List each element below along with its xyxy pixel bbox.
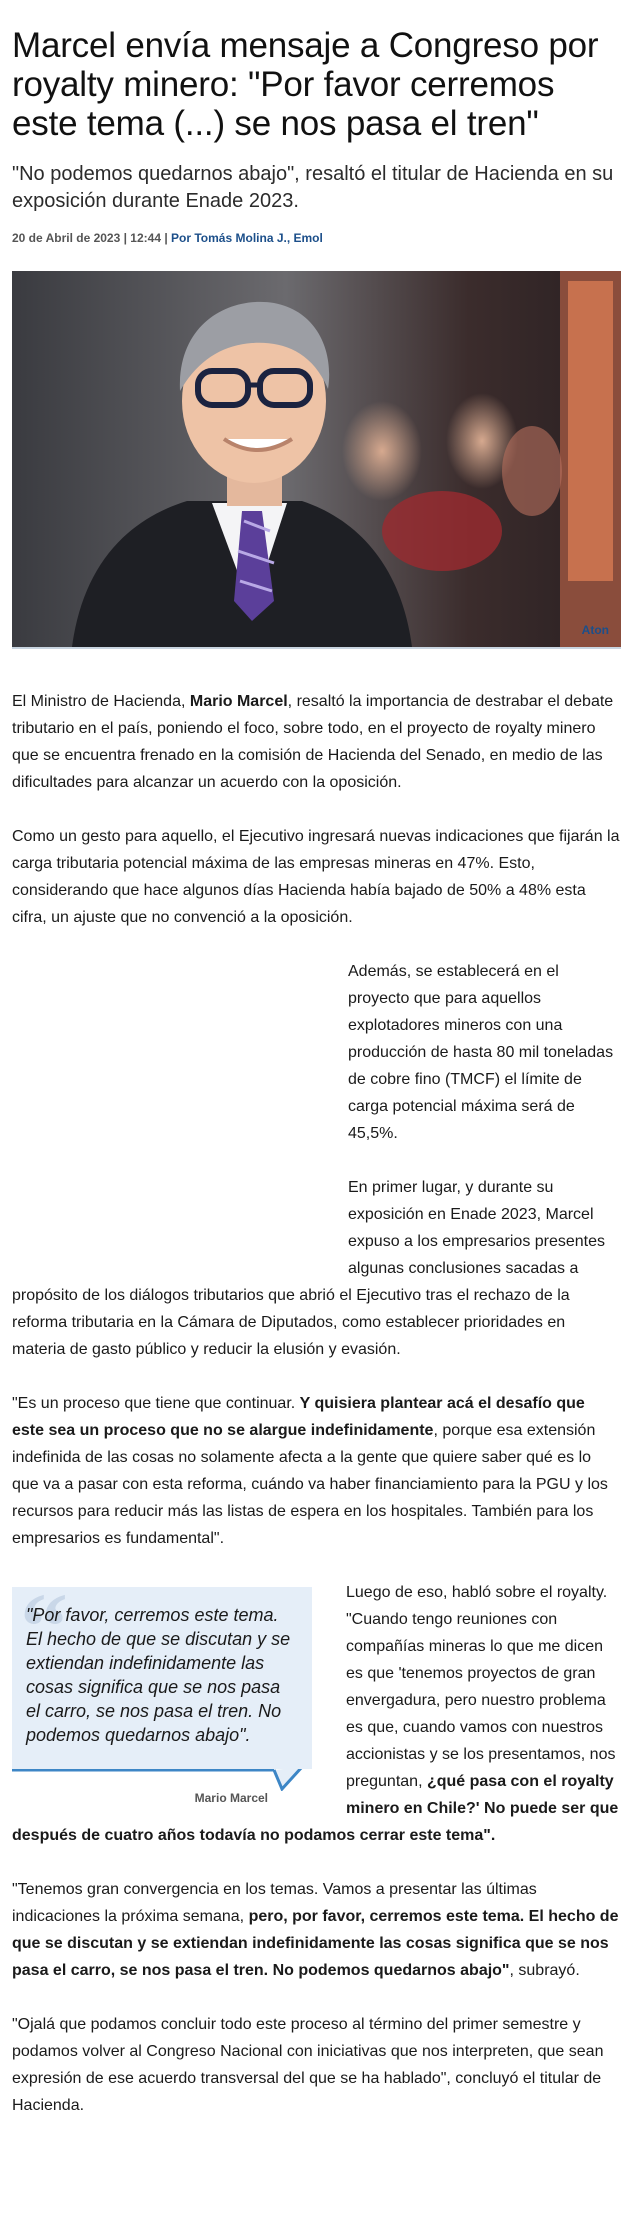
p1-text-c: , resaltó la importancia de destrabar el debate tributario en el país, poniendo el foco, sobre todo, en el proyecto de royalty minero que se encuentra frenado en la comisión de Hacienda del Senado, en medio de las dificultades para alcanzar un acuerdo con la oposición.	[12, 693, 614, 791]
p7-text-a: "Tenemos gran convergencia en los temas. Vamos a presentar las últimas indicaciones la próxima semana,	[12, 1881, 537, 1925]
pullquote-tail-icon	[12, 1769, 312, 1791]
paragraph-3: Además, se establecerá en el proyecto que para aquellos explotadores mineros con una producción de hasta 80 mil toneladas de cobre fino (TMCF) el límite de carga potencial máxima será de 45,5%.	[348, 963, 614, 1142]
pullquote-bar	[12, 1769, 312, 1789]
photo-credit: Aton	[581, 623, 609, 637]
p7-text-c: , subrayó.	[509, 1962, 580, 1979]
article-byline[interactable]: Por Tomás Molina J., Emol	[171, 231, 323, 245]
p5-text-c: , porque esa extensión indefinida de las cosas no solamente afecta a la gente que quiere saber qué es lo que va a pasar con esta reforma, cuándo va haber financiamiento para la PGU y los recursos para reducir más las listas de espera en los hospitales. También para los empresarios es fundamental".	[12, 1422, 608, 1547]
paragraph-2: Como un gesto para aquello, el Ejecutivo ingresará nuevas indicaciones que fijarán la carga tributaria potencial máxima de las empresas mineras en 47%. Esto, considerando que hace algunos días Hacienda había bajado de 50% a 48% esta cifra, un ajuste que no convenció a la oposición.	[12, 828, 620, 926]
pullquote-box	[12, 1573, 312, 1769]
article-meta	[12, 231, 621, 245]
paragraph-1	[12, 688, 621, 796]
p5-bold: Y quisiera plantear acá el desafío que este sea un proceso que no se alargue indefinidamente	[12, 1395, 585, 1439]
quote-mark-icon: “	[20, 1573, 68, 1680]
p6-bold: ¿qué pasa con el royalty minero en Chile?' No puede ser que después de cuatro años todavía no podamos cerrar este tema".	[12, 1773, 619, 1844]
article-title: Marcel envía mensaje a Congreso por royalty minero: "Por favor cerremos este tema (...) se nos pasa el tren"	[12, 26, 599, 143]
paragraph-5	[12, 1390, 621, 1552]
pullquote-author: Mario Marcel	[194, 1791, 268, 1805]
paragraph-7	[12, 1876, 621, 1984]
article-body	[12, 688, 621, 2119]
p6-text-a: Luego de eso, habló sobre el royalty. "Cuando tengo reuniones con compañías mineras lo que me dicen es que 'tenemos proyectos de gran envergadura, pero nuestro problema es que, cuando vamos con nuestros accionistas y se los presentamos, nos preguntan,	[346, 1584, 616, 1790]
inline-ad-space	[12, 958, 348, 1258]
article-photo	[12, 271, 621, 649]
p1-bold: Mario Marcel	[189, 693, 288, 710]
p7-bold: pero, por favor, cerremos este tema. El hecho de que se discutan y se extiendan indefinidamente las cosas significa que se nos pasa el carro, se nos pasa el tren. No podemos quedarnos abajo"	[12, 1908, 619, 1979]
pullquote-text: "Por favor, cerremos este tema. El hecho de que se discutan y se extiendan indefinidamente las cosas significa que se nos pasa el carro, se nos pasa el tren. No podemos quedarnos abajo".	[26, 1605, 291, 1745]
photo-image	[12, 271, 621, 647]
article-subtitle: "No podemos quedarnos abajo", resaltó el titular de Hacienda en su exposición durante Enade 2023.	[12, 163, 614, 212]
paragraph-8: "Ojalá que podamos concluir todo este proceso al término del primer semestre y podamos volver al Congreso Nacional con iniciativas que nos interpreten, que sean expresión de ese acuerdo transversal del que se ha hablado", concluyó el titular de Hacienda.	[12, 2016, 604, 2114]
paragraph-4: En primer lugar, y durante su exposición en Enade 2023, Marcel expuso a los empresarios presentes algunas conclusiones sacadas a propósito de los diálogos tributarios que abrió el Ejecutivo tras el rechazo de la reforma tributaria en la Cámara de Diputados, como establecer prioridades en materia de gasto público y reducir la elusión y evasión.	[12, 1179, 606, 1358]
article-date: 20 de Abril de 2023 | 12:44 |	[12, 231, 168, 245]
p1-text-a: El Ministro de Hacienda,	[12, 693, 190, 710]
p5-text-a: "Es un proceso que tiene que continuar.	[12, 1395, 300, 1412]
pullquote	[12, 1573, 312, 1805]
